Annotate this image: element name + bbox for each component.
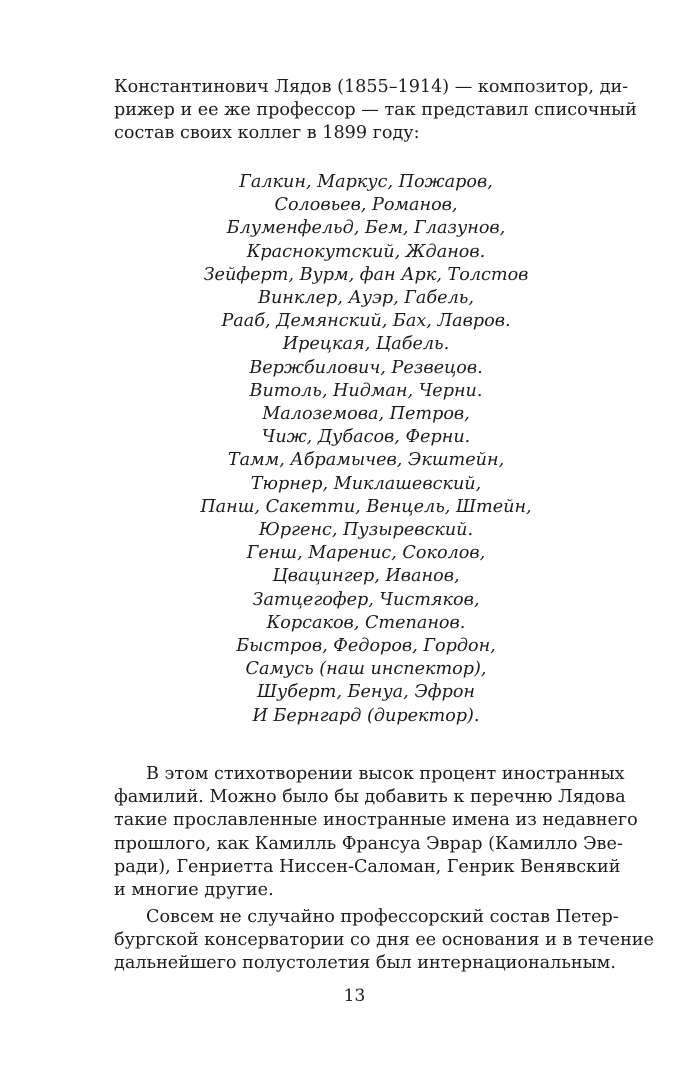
- body-paragraph-foreign-names: [114, 763, 638, 902]
- poem-line: Галкин, Маркус, Пожаров,: [239, 172, 493, 192]
- poem-line: Зейферт, Вурм, фан Арк, Толстов: [203, 264, 529, 285]
- paragraph-line: ради), Генриетта Ниссен-Саломан, Генрик Венявский: [114, 856, 621, 877]
- poem-line: Панш, Сакетти, Венцель, Штейн,: [200, 496, 532, 517]
- poem-line: Тамм, Абрамычев, Экштейн,: [227, 450, 505, 471]
- poem-line: Блуменфельд, Бем, Глазунов,: [226, 218, 506, 239]
- poem-line: Рааб, Демянский, Бах, Лавров.: [221, 311, 511, 332]
- poem-line: Витоль, Нидман, Черни.: [249, 380, 483, 401]
- poem-line: Краснокутский, Жданов.: [246, 241, 486, 262]
- paragraph-line: дальнейшего полустолетия был интернациональным.: [114, 953, 616, 974]
- poem-line: И Бернгард (директор).: [252, 705, 480, 726]
- poem-line: Ирецкая, Цабель.: [282, 334, 450, 355]
- poem-verse: [114, 171, 610, 728]
- poem-line: Самусь (наш инспектор),: [245, 659, 487, 680]
- poem-line: Тюрнер, Миклашевский,: [250, 473, 482, 494]
- paragraph-line: Совсем не случайно профессорский состав Петер-: [146, 907, 619, 927]
- paragraph-line: такие прославленные иностранные имена из недавнего: [114, 810, 638, 831]
- intro-line: состав своих коллег в 1899 году:: [114, 123, 420, 144]
- intro-line: Константинович Лядов (1855–1914) — композитор, ди-: [114, 77, 629, 97]
- paragraph-line: В этом стихотворении высок процент иностранных: [146, 764, 625, 784]
- poem-line: Корсаков, Степанов.: [266, 612, 466, 633]
- page-number: 13: [343, 986, 366, 1006]
- poem-line: Цвацингер, Иванов,: [272, 566, 460, 587]
- poem-line: Малоземова, Петров,: [262, 404, 470, 425]
- poem-line: Шуберт, Бенуа, Эфрон: [256, 682, 476, 703]
- poem-line: Вержбилович, Резвецов.: [249, 357, 483, 378]
- poem-line: Соловьев, Романов,: [274, 195, 458, 216]
- poem-line: Юргенс, Пузыревский.: [258, 520, 474, 541]
- body-paragraph-conservatory: [114, 906, 654, 976]
- poem-line: Быстров, Федоров, Гордон,: [236, 636, 496, 657]
- paragraph-line: и многие другие.: [114, 880, 274, 901]
- poem-line: Генш, Маренис, Соколов,: [246, 543, 486, 564]
- paragraph-line: бургской консерватории со дня ее основания и в течение: [114, 930, 654, 951]
- paragraph-line: прошлого, как Камилль Франсуа Эврар (Камилло Эве-: [114, 833, 623, 854]
- poem-line: Чиж, Дубасов, Ферни.: [261, 427, 471, 448]
- paragraph-line: фамилий. Можно было бы добавить к перечню Лядова: [114, 787, 626, 808]
- intro-paragraph: [114, 76, 637, 146]
- poem-line: Винклер, Ауэр, Габель,: [258, 288, 474, 309]
- poem-line: Затцегофер, Чистяков,: [252, 589, 480, 610]
- intro-line: рижер и ее же профессор — так представил списочный: [114, 100, 637, 121]
